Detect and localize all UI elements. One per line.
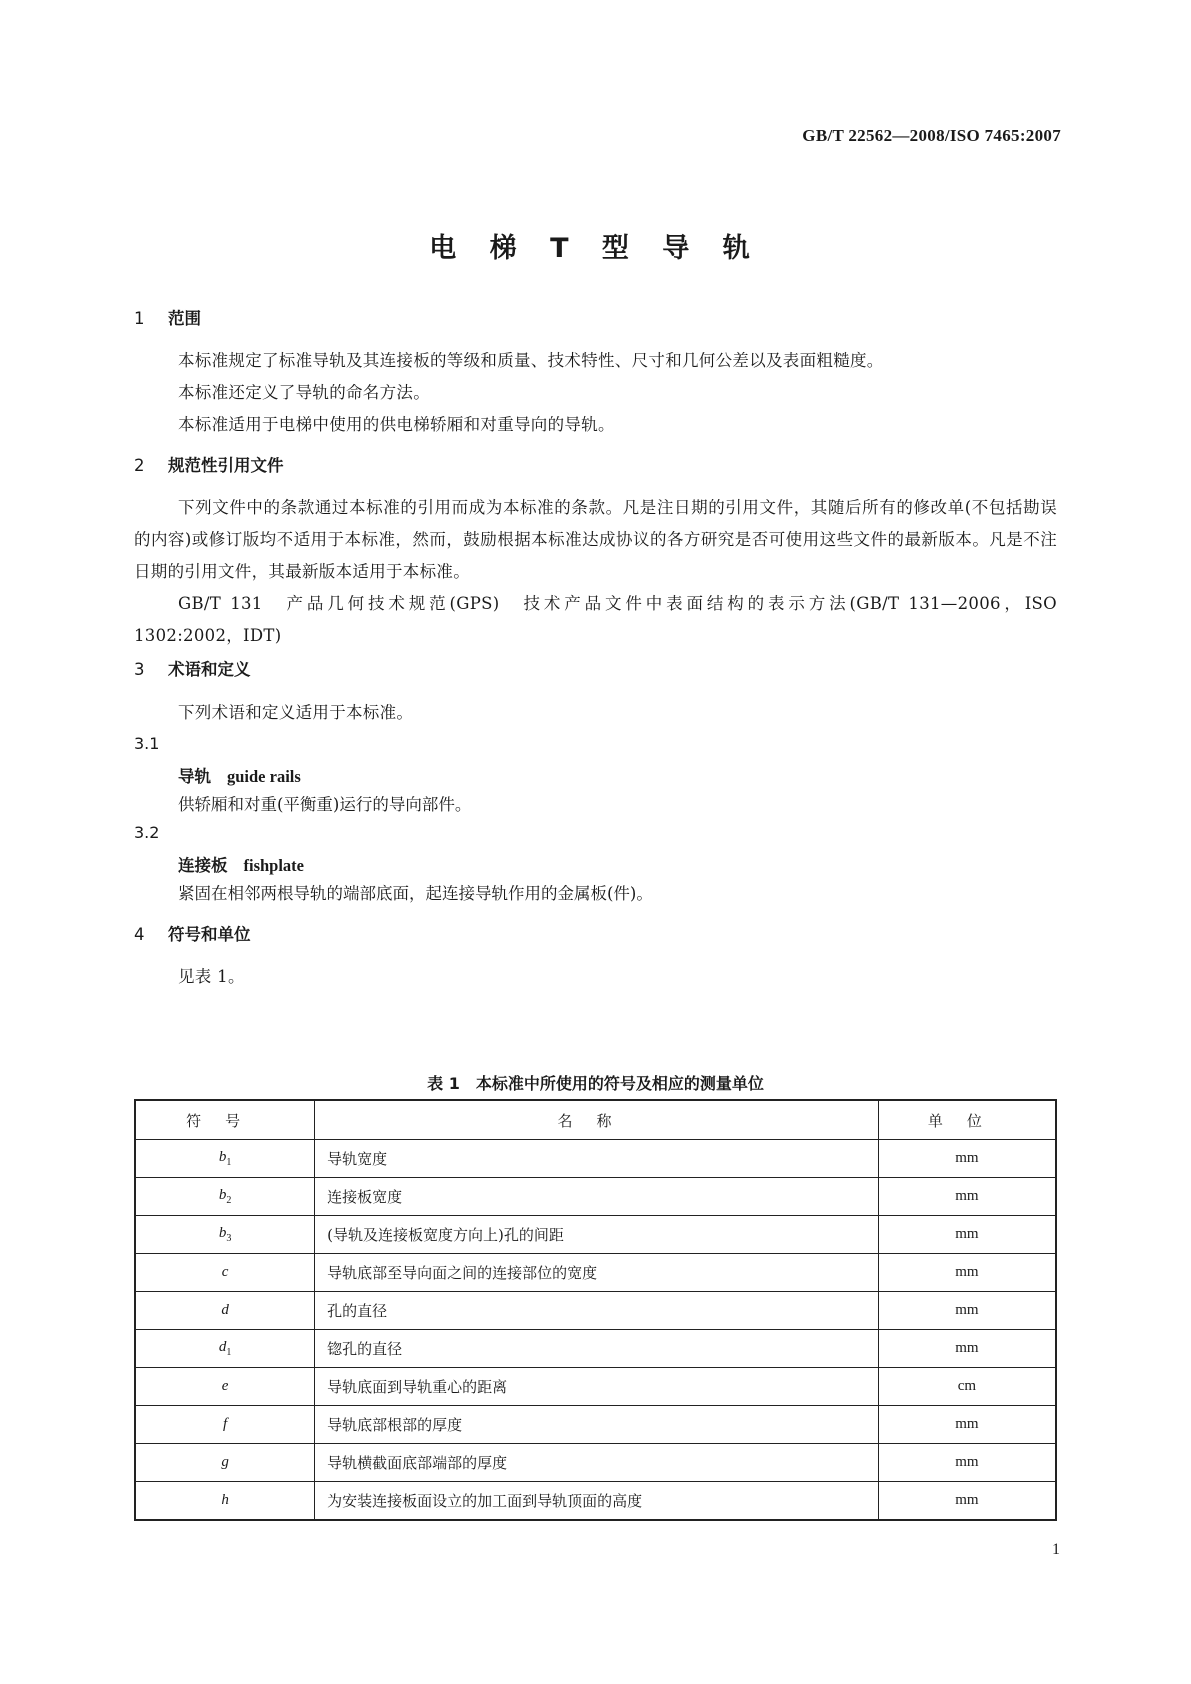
table-row: [135, 1330, 1056, 1368]
table-body: [135, 1140, 1056, 1521]
table-row: [135, 1368, 1056, 1406]
symbol-subscript: 1: [226, 1157, 232, 1168]
symbol-letter: c: [221, 1264, 229, 1280]
section-number: 2: [134, 456, 145, 475]
section-2-paragraph: 下列文件中的条款通过本标准的引用而成为本标准的条款。凡是注日期的引用文件，其随后所有的修改单(不包括勘误的内容)或修订版均不适用于本标准，然而，鼓励根据本标准达成协议的各方研究是否可使用这些文件的最新版本。凡是不注日期的引用文件，其最新版本适用于本标准。: [134, 498, 1057, 581]
table-row: [135, 1254, 1056, 1292]
table-row: [135, 1444, 1056, 1482]
symbol-letter: h: [221, 1492, 229, 1508]
symbol-cell: [135, 1444, 315, 1482]
unit-cell: mm: [878, 1406, 1056, 1444]
section-number: 3: [134, 660, 145, 679]
section-1-paragraph: 本标准适用于电梯中使用的供电梯轿厢和对重导向的导轨。: [178, 415, 615, 434]
term-zh: 连接板: [178, 856, 228, 875]
unit-cell: mm: [878, 1444, 1056, 1482]
unit-cell: mm: [878, 1292, 1056, 1330]
symbol-cell: [135, 1330, 315, 1368]
name-cell: 导轨横截面底部端部的厚度: [315, 1444, 879, 1482]
symbol-subscript: 3: [226, 1233, 232, 1244]
name-cell: 为安装连接板面设立的加工面到导轨顶面的高度: [315, 1482, 879, 1521]
term-zh: 导轨: [178, 767, 211, 786]
name-cell: 锪孔的直径: [315, 1330, 879, 1368]
section-title: 规范性引用文件: [168, 456, 284, 475]
section-title: 符号和单位: [168, 925, 251, 944]
symbol-cell: [135, 1292, 315, 1330]
table-header-row: [135, 1100, 1056, 1140]
section-1-heading: [134, 308, 201, 330]
term-en: fishplate: [243, 856, 305, 875]
symbol-cell: [135, 1178, 315, 1216]
symbol-subscript: 2: [226, 1195, 232, 1206]
unit-cell: cm: [878, 1368, 1056, 1406]
table-row: [135, 1178, 1056, 1216]
table-row: [135, 1406, 1056, 1444]
section-title: 范围: [168, 309, 201, 328]
section-title: 术语和定义: [168, 660, 251, 679]
name-cell: 孔的直径: [315, 1292, 879, 1330]
symbol-cell: [135, 1216, 315, 1254]
table-row: [135, 1140, 1056, 1178]
name-cell: 连接板宽度: [315, 1178, 879, 1216]
symbols-units-table: [134, 1099, 1057, 1521]
term-definition: 供轿厢和对重(平衡重)运行的导向部件。: [178, 795, 472, 814]
unit-cell: mm: [878, 1330, 1056, 1368]
term-heading: [178, 763, 301, 787]
section-2-reference: GB/T 131 产品几何技术规范(GPS) 技术产品文件中表面结构的表示方法(GB/T 131—2006，ISO 1302:2002，IDT): [134, 594, 1057, 645]
header-unit: 单位: [878, 1100, 1056, 1140]
table-caption: 表 1 本标准中所使用的符号及相应的测量单位: [427, 1074, 764, 1093]
symbol-letter: f: [222, 1416, 228, 1432]
term-number: 3.2: [134, 823, 160, 842]
header-symbol: 符号: [135, 1100, 315, 1140]
term-definition: 紧固在相邻两根导轨的端部底面，起连接导轨作用的金属板(件)。: [178, 884, 653, 903]
section-1-paragraph: 本标准规定了标准导轨及其连接板的等级和质量、技术特性、尺寸和几何公差以及表面粗糙度。: [178, 351, 884, 370]
section-3-intro: 下列术语和定义适用于本标准。: [178, 703, 414, 722]
symbol-cell: [135, 1140, 315, 1178]
symbol-letter: b: [218, 1187, 227, 1203]
term-en: guide rails: [227, 767, 301, 786]
unit-cell: mm: [878, 1216, 1056, 1254]
section-2-heading: [134, 455, 284, 477]
symbol-cell: [135, 1406, 315, 1444]
unit-cell: mm: [878, 1178, 1056, 1216]
symbol-letter: g: [221, 1454, 229, 1470]
page-number: 1: [1052, 1541, 1060, 1558]
symbol-letter: d: [221, 1302, 229, 1318]
table-row: [135, 1292, 1056, 1330]
table-row: [135, 1216, 1056, 1254]
name-cell: (导轨及连接板宽度方向上)孔的间距: [315, 1216, 879, 1254]
header-name: 名称: [315, 1100, 879, 1140]
section-3-heading: [134, 659, 251, 681]
symbol-cell: [135, 1368, 315, 1406]
term-heading: [178, 852, 304, 876]
symbol-cell: [135, 1254, 315, 1292]
document-title: 电 梯 T 型 导 轨: [429, 233, 762, 264]
name-cell: 导轨底面到导轨重心的距离: [315, 1368, 879, 1406]
symbol-cell: [135, 1482, 315, 1521]
unit-cell: mm: [878, 1482, 1056, 1521]
name-cell: 导轨底部至导向面之间的连接部位的宽度: [315, 1254, 879, 1292]
section-4-intro: 见表 1。: [178, 967, 245, 986]
section-1-paragraph: 本标准还定义了导轨的命名方法。: [178, 383, 430, 402]
symbol-letter: e: [221, 1378, 229, 1394]
unit-cell: mm: [878, 1254, 1056, 1292]
symbol-subscript: 1: [226, 1347, 232, 1358]
symbol-letter: b: [218, 1225, 227, 1241]
symbol-letter: b: [218, 1149, 227, 1165]
name-cell: 导轨底部根部的厚度: [315, 1406, 879, 1444]
table-row: [135, 1482, 1056, 1521]
symbol-letter: d: [218, 1339, 227, 1355]
name-cell: 导轨宽度: [315, 1140, 879, 1178]
term-number: 3.1: [134, 734, 160, 753]
unit-cell: mm: [878, 1140, 1056, 1178]
section-4-heading: [134, 924, 251, 946]
section-number: 4: [134, 925, 145, 944]
section-number: 1: [134, 309, 145, 328]
standard-number: GB/T 22562—2008/ISO 7465:2007: [802, 126, 1061, 145]
